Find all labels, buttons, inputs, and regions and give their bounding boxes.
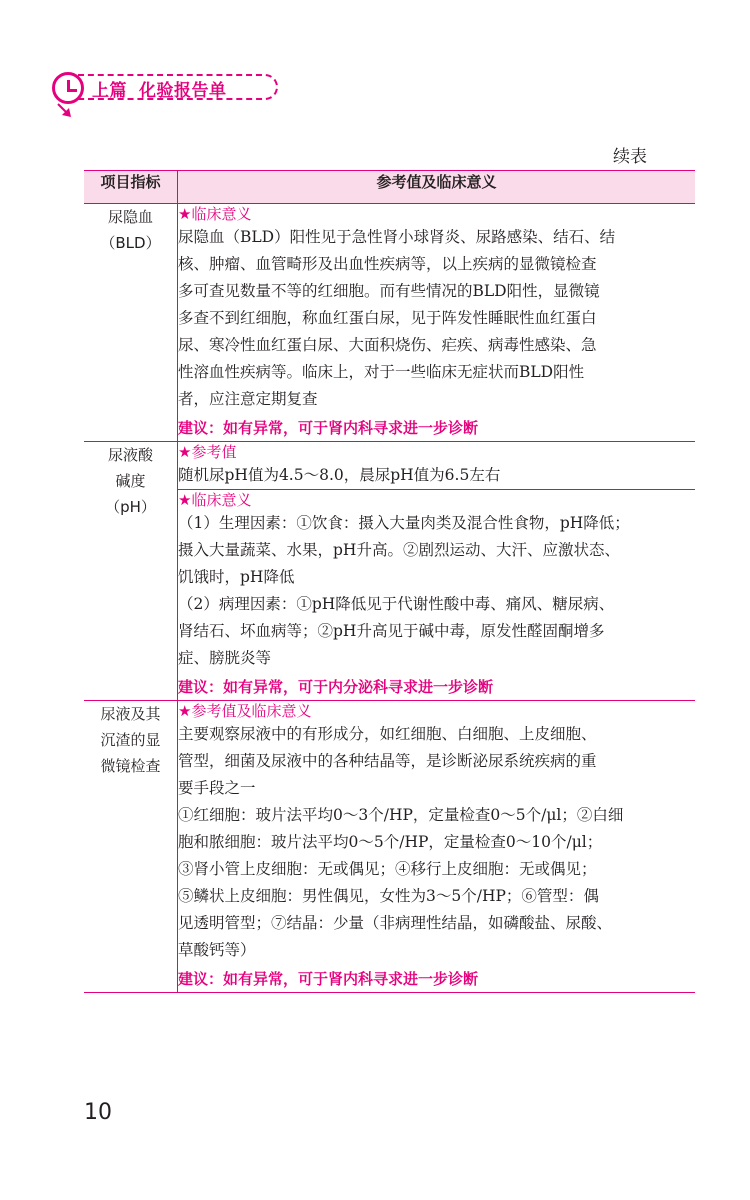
item-cell: [84, 204, 178, 442]
section-text: [178, 462, 695, 489]
arrow-icon: [56, 102, 74, 120]
item-name: 尿液酸: [107, 446, 153, 464]
table-header-row: [84, 171, 695, 204]
table-row: [84, 204, 695, 442]
item-name-abbr: （BLD）: [100, 234, 161, 252]
header-text: [92, 76, 227, 101]
section-text: [178, 224, 695, 413]
advice-text: 建议：如有异常，可于肾内科寻求进一步诊断: [178, 419, 479, 437]
header-title: 化验报告单: [139, 81, 227, 101]
reference-cell: [178, 490, 696, 701]
advice-text: 建议：如有异常，可于肾内科寻求进一步诊断: [178, 970, 479, 988]
advice-text: 建议：如有异常，可于内分泌科寻求进一步诊断: [178, 678, 494, 696]
text-line: 者，应注意定期复查: [178, 390, 318, 408]
item-name-abbr: （pH）: [105, 498, 156, 516]
text-line: ⑤鳞状上皮细胞：男性偶见，女性为3～5个/HP；⑥管型：偶: [178, 887, 599, 905]
text-line: （1）生理因素：①饮食：摄入大量肉类及混合性食物，pH降低；: [178, 514, 630, 532]
item-name: 尿隐血: [107, 208, 153, 226]
section-title: ★参考值及临床意义: [178, 702, 312, 720]
text-line: 尿隐血（BLD）阳性见于急性肾小球肾炎、尿路感染、结石、结: [178, 228, 616, 246]
section-title: ★参考值: [178, 443, 237, 461]
column-header-reference: 参考值及临床意义: [178, 171, 696, 204]
item-cell: [84, 442, 178, 701]
text-line: 症、膀胱炎等: [178, 649, 272, 667]
reference-cell: [178, 701, 696, 993]
text-line: 草酸钙等）: [178, 941, 256, 959]
text-line: 见透明管型；⑦结晶：少量（非病理性结晶，如磷酸盐、尿酸、: [178, 914, 613, 932]
section-title: ★临床意义: [178, 205, 252, 223]
column-header-item: 项目指标: [84, 171, 178, 204]
text-line: ①红细胞：玻片法平均0～3个/HP，定量检查0～5个/μl；②白细: [178, 806, 624, 824]
text-line: 摄入大量蔬菜、水果，pH升高。②剧烈运动、大汗、应激状态、: [178, 541, 620, 559]
text-line: 肾结石、坏血病等；②pH升高见于碱中毒，原发性醛固酮增多: [178, 622, 605, 640]
section-text: [178, 721, 695, 964]
item-name: 沉渣的显: [100, 731, 161, 749]
text-line: 管型，细菌及尿液中的各种结晶等，是诊断泌尿系统疾病的重: [178, 752, 597, 770]
text-line: 核、肿瘤、血管畸形及出血性疾病等，以上疾病的显微镜检查: [178, 255, 597, 273]
text-line: 多查不到红细胞，称血红蛋白尿，见于阵发性睡眠性血红蛋白: [178, 309, 597, 327]
item-name: 微镜检查: [100, 757, 161, 775]
header-part: 上篇: [92, 81, 127, 101]
table-row: [84, 701, 695, 993]
lab-reference-table: [84, 170, 695, 993]
section-title: ★临床意义: [178, 491, 252, 509]
text-line: 性溶血性疾病等。临床上，对于一些临床无症状而BLD阳性: [178, 363, 585, 381]
item-name: 碱度: [115, 472, 146, 490]
page-number: 10: [84, 1100, 112, 1125]
reference-cell: [178, 204, 696, 442]
text-line: 主要观察尿液中的有形成分，如红细胞、白细胞、上皮细胞、: [178, 725, 597, 743]
text-line: 胞和脓细胞：玻片法平均0～5个/HP，定量检查0～10个/μl；: [178, 833, 603, 851]
reference-cell: [178, 442, 696, 490]
section-text: [178, 510, 695, 672]
text-line: 随机尿pH值为4.5～8.0，晨尿pH值为6.5左右: [178, 466, 501, 484]
text-line: 饥饿时，pH降低: [178, 568, 295, 586]
item-name: 尿液及其: [100, 705, 161, 723]
text-line: ③肾小管上皮细胞：无或偶见；④移行上皮细胞：无或偶见；: [178, 860, 597, 878]
text-line: （2）病理因素：①pH降低见于代谢性酸中毒、痛风、糖尿病、: [178, 595, 615, 613]
item-cell: [84, 701, 178, 993]
clock-icon: [52, 72, 84, 104]
text-line: 尿、寒冷性血红蛋白尿、大面积烧伤、疟疾、病毒性感染、急: [178, 336, 597, 354]
continued-label: 续表: [613, 147, 647, 167]
chapter-header: [52, 70, 252, 110]
table-row: [84, 442, 695, 490]
text-line: 多可查见数量不等的红细胞。而有些情况的BLD阳性，显微镜: [178, 282, 600, 300]
text-line: 要手段之一: [178, 779, 256, 797]
